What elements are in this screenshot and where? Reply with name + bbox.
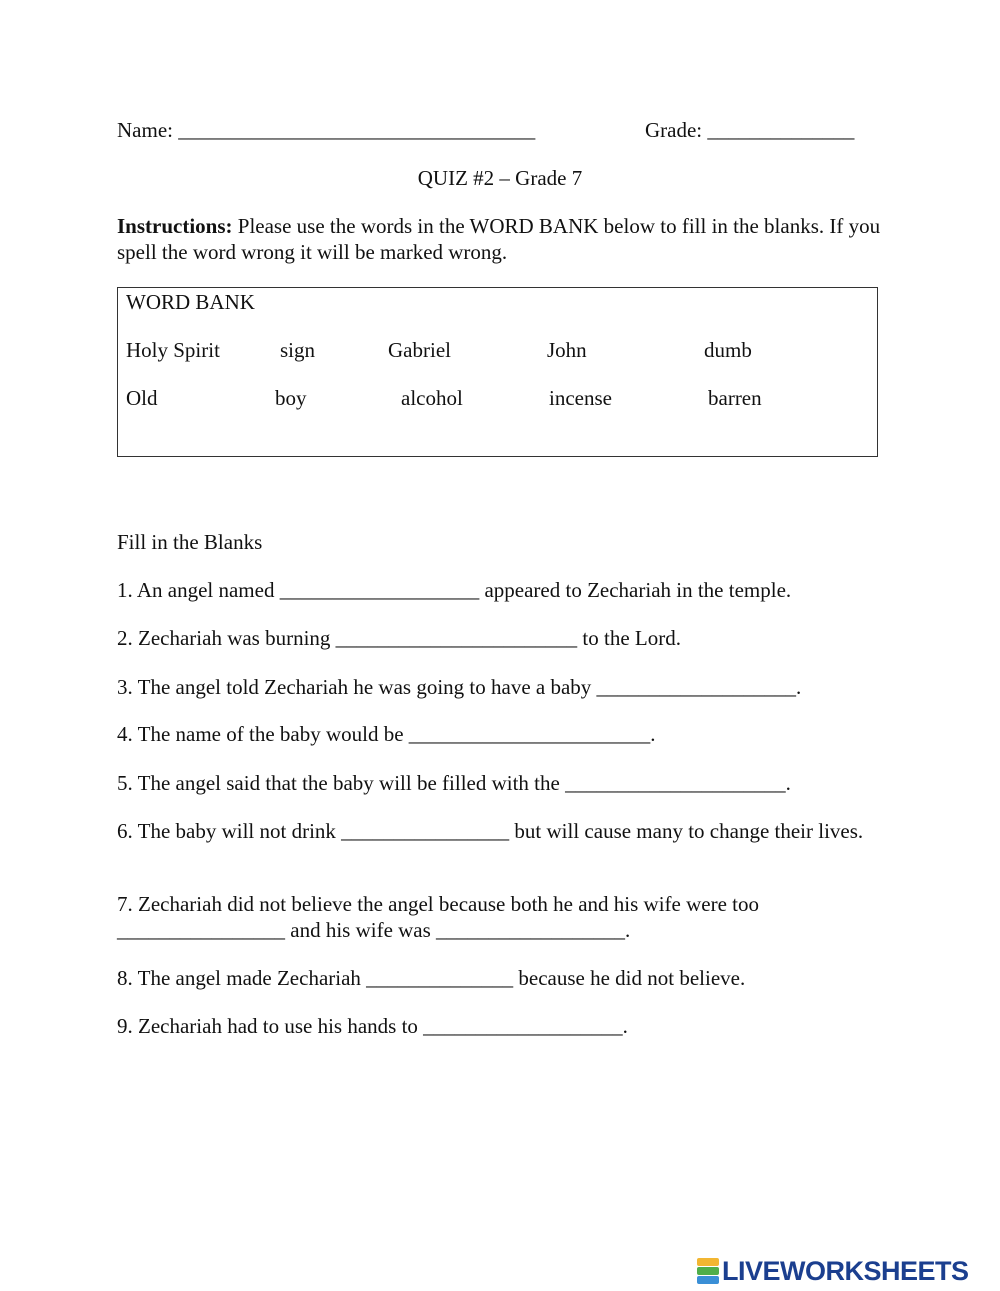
word-bank-word: boy [275, 386, 307, 410]
question-3[interactable]: 3. The angel told Zechariah he was going to have a baby ___________________. [117, 675, 802, 699]
word-bank-word: sign [280, 338, 316, 362]
name-field-label: Name: __________________________________ [117, 118, 536, 142]
question-6[interactable]: 6. The baby will not drink ________________ but will cause many to change their lives. [117, 819, 864, 843]
word-bank-word: dumb [704, 338, 752, 362]
word-bank-word: Old [126, 386, 158, 410]
question-1[interactable]: 1. An angel named ___________________ appeared to Zechariah in the temple. [117, 578, 792, 602]
question-2[interactable]: 2. Zechariah was burning _______________________ to the Lord. [117, 626, 681, 650]
question-7[interactable]: 7. Zechariah did not believe the angel because both he and his wife were too ________________ and his wife was __________________. [117, 892, 760, 942]
question-8[interactable]: 8. The angel made Zechariah ______________ because he did not believe. [117, 966, 746, 990]
word-bank-word: Gabriel [388, 338, 451, 362]
liveworksheets-brand-text: LIVEWORKSHEETS [722, 1255, 969, 1286]
question-5[interactable]: 5. The angel said that the baby will be filled with the _____________________. [117, 771, 791, 795]
liveworksheets-logo [697, 1256, 969, 1286]
word-bank-word: John [547, 338, 587, 362]
word-bank-word: incense [549, 386, 612, 410]
word-bank-word: alcohol [401, 386, 463, 410]
question-4[interactable]: 4. The name of the baby would be _______________________. [117, 722, 656, 746]
grade-field-label: Grade: ______________ [645, 118, 855, 142]
word-bank-box [117, 287, 878, 457]
quiz-title: QUIZ #2 – Grade 7 [417, 166, 583, 190]
section-heading: Fill in the Blanks [117, 530, 263, 554]
word-bank-word: Holy Spirit [126, 338, 220, 362]
instructions [117, 213, 892, 265]
word-bank-title: WORD BANK [126, 290, 255, 314]
word-bank-word: barren [708, 386, 762, 410]
question-9[interactable]: 9. Zechariah had to use his hands to ___________________. [117, 1014, 628, 1038]
instructions-text: Please use the words in the WORD BANK below to fill in the blanks. If you spell the word wrong it will be marked wrong. [117, 214, 881, 264]
instructions-label: Instructions: [117, 214, 233, 238]
liveworksheets-logo-icon [697, 1258, 719, 1284]
